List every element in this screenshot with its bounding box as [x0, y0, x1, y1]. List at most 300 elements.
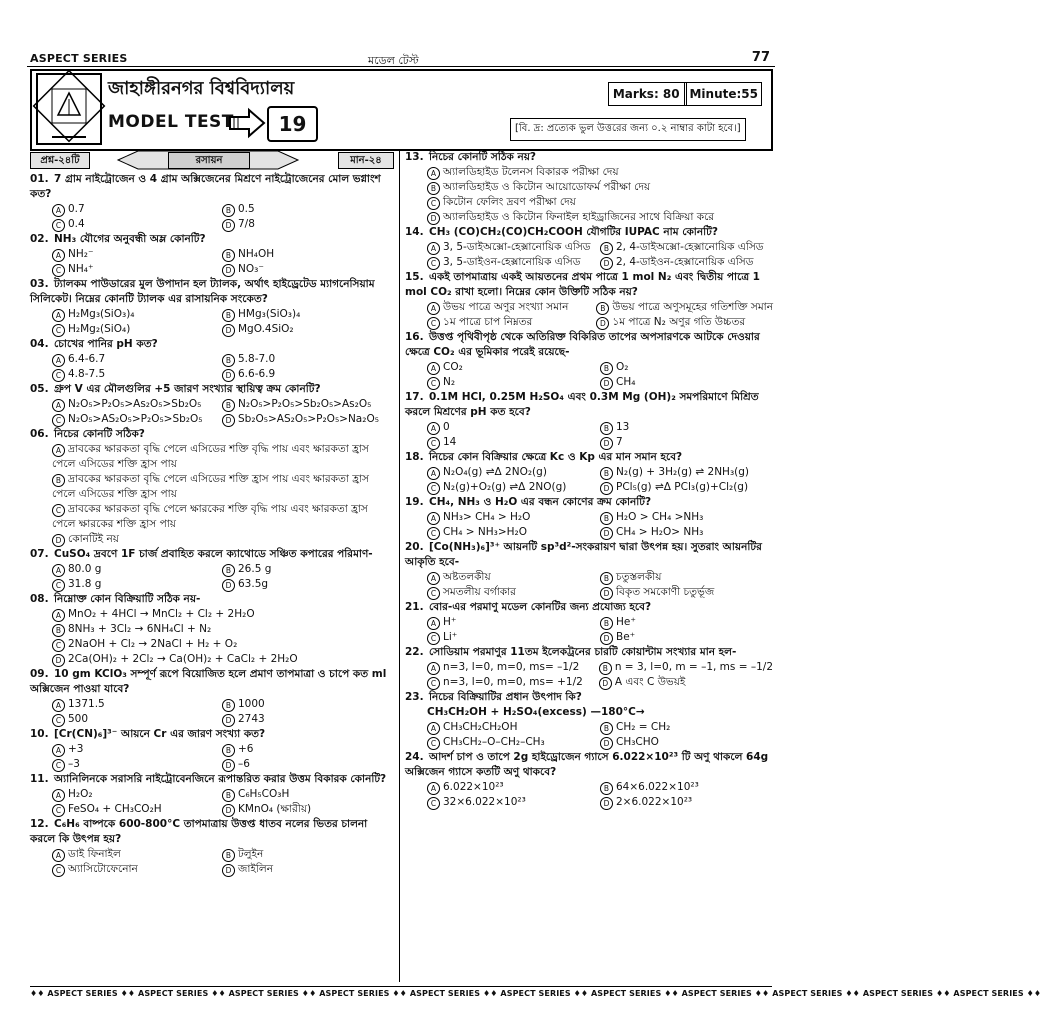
option-bubble-icon[interactable]: A — [52, 609, 65, 622]
option-a[interactable] — [427, 780, 600, 795]
option-text: MnO₂ + 4HCl → MnCl₂ + Cl₂ + 2H₂O — [68, 608, 255, 620]
option-a[interactable] — [52, 442, 392, 472]
option-d[interactable] — [222, 802, 392, 817]
option-bubble-icon[interactable]: C — [427, 482, 440, 495]
question-stem: আদর্শ চাপ ও তাপে 2g হাইড্রোজেন গ্যাসে 6.022×10²³ টি অণু থাকলে 64g অক্সিজেন গ্যাসে কতটি অণু থাকবে? — [405, 751, 769, 778]
option-bubble-icon[interactable]: A — [52, 849, 65, 862]
option-bubble-icon[interactable]: C — [427, 677, 440, 690]
option-d[interactable] — [600, 255, 773, 270]
question-stem: CH₃ (CO)CH₂(CO)CH₂COOH যৌগটির IUPAC নাম কোনটি? — [429, 226, 718, 238]
option-text: 4.8-7.5 — [68, 368, 106, 380]
option-bubble-icon[interactable]: D — [427, 212, 440, 225]
negative-marking-note: [বি. দ্র: প্রত্যেক ভুল উত্তরের জন্য ০.২ নাম্বার কাটা হবে।] — [510, 118, 746, 141]
option-b[interactable] — [427, 180, 773, 195]
option-b[interactable] — [222, 397, 392, 412]
option-b[interactable] — [222, 352, 392, 367]
option-bubble-icon[interactable]: B — [600, 362, 613, 375]
option-d[interactable] — [596, 315, 773, 330]
option-text: 8NH₃ + 3Cl₂ → 6NH₄Cl + N₂ — [68, 623, 212, 635]
option-text: 6.022×10²³ — [443, 781, 504, 793]
option-bubble-icon[interactable]: A — [52, 744, 65, 757]
option-bubble-icon[interactable]: A — [52, 354, 65, 367]
option-bubble-icon[interactable]: C — [52, 639, 65, 652]
option-a[interactable] — [52, 307, 222, 322]
option-text: CH₃CH₂CH₂OH — [443, 721, 518, 733]
option-d[interactable] — [600, 630, 773, 645]
question-number: 03. — [30, 278, 49, 290]
option-text: –3 — [68, 758, 80, 770]
question-text — [405, 270, 773, 300]
option-a[interactable] — [52, 352, 222, 367]
marks-label: Marks: 80 — [609, 83, 687, 105]
options-grid — [405, 570, 773, 600]
option-bubble-icon[interactable]: B — [52, 624, 65, 637]
option-bubble-icon[interactable]: A — [52, 204, 65, 217]
option-a[interactable] — [427, 660, 599, 675]
option-a[interactable] — [52, 697, 222, 712]
question-count-tag: প্রশ্ন-২৪টি — [30, 152, 90, 169]
option-bubble-icon[interactable]: B — [427, 182, 440, 195]
options-grid — [405, 465, 773, 495]
option-b[interactable] — [600, 780, 773, 795]
option-d[interactable] — [222, 862, 392, 877]
options-grid — [30, 607, 392, 667]
option-bubble-icon[interactable]: D — [600, 257, 613, 270]
option-c[interactable] — [427, 525, 600, 540]
option-bubble-icon[interactable]: B — [600, 782, 613, 795]
option-c[interactable] — [427, 480, 600, 495]
question-item — [30, 727, 392, 772]
option-text: 3, 5-ডাইওন-হেক্সানোয়িক এসিড — [443, 256, 581, 268]
option-text: অ্যাসিটোফেনোন — [68, 863, 138, 875]
option-text: PCl₅(g) ⇌Δ PCl₃(g)+Cl₂(g) — [616, 481, 749, 493]
option-text: 80.0 g — [68, 563, 102, 575]
question-stem: ট্যালকম পাউডারের মুল উপাদান হল ট্যালক, অর্থাৎ হাইড্রেটেড ম্যাগনেসিয়াম সিলিকেট। নিম্নের কোনটি ট্যালক এর রাসায়নিক সংকেত? — [30, 278, 375, 305]
option-b[interactable] — [596, 300, 773, 315]
option-bubble-icon[interactable]: D — [596, 317, 609, 330]
option-d[interactable] — [600, 375, 773, 390]
question-item — [405, 330, 773, 390]
option-d[interactable] — [222, 757, 392, 772]
option-bubble-icon[interactable]: D — [600, 632, 613, 645]
option-d[interactable] — [222, 217, 392, 232]
option-bubble-icon[interactable]: D — [600, 377, 613, 390]
option-bubble-icon[interactable]: B — [222, 564, 235, 577]
option-bubble-icon[interactable]: D — [222, 414, 235, 427]
option-bubble-icon[interactable]: D — [222, 864, 235, 877]
option-c[interactable] — [427, 315, 596, 330]
option-bubble-icon[interactable]: D — [600, 482, 613, 495]
option-b[interactable] — [600, 360, 773, 375]
option-bubble-icon[interactable]: C — [52, 264, 65, 277]
option-text: 14 — [443, 436, 457, 448]
question-item — [30, 667, 392, 727]
option-bubble-icon[interactable]: D — [222, 759, 235, 772]
option-bubble-icon[interactable]: A — [427, 242, 440, 255]
question-stem: সোডিয়াম পরমাণুর 11তম ইলেকট্রনের চারটি কোয়ান্টাম সংখ্যার মান হল- — [429, 646, 737, 658]
option-a[interactable] — [52, 202, 222, 217]
option-b[interactable] — [222, 562, 392, 577]
question-stem: বোর-এর পরমাণু মডেল কোনটির জন্য প্রযোজ্য হবে? — [429, 601, 652, 613]
option-d[interactable] — [222, 262, 392, 277]
option-bubble-icon[interactable]: D — [222, 264, 235, 277]
question-stem: 10 gm KClO₃ সম্পূর্ণ রূপে বিয়োজিত হলে প্রমাণ তাপমাত্রা ও চাপে কত ml অক্সিজেন পাওয়া যাবে? — [30, 668, 387, 695]
option-c[interactable] — [427, 630, 600, 645]
option-text: CH₄ > H₂O> NH₃ — [616, 526, 704, 538]
option-bubble-icon[interactable]: C — [427, 797, 440, 810]
option-bubble-icon[interactable]: B — [222, 744, 235, 757]
option-bubble-icon[interactable]: B — [600, 722, 613, 735]
option-b[interactable] — [600, 570, 773, 585]
option-text: N₂(g)+O₂(g) ⇌Δ 2NO(g) — [443, 481, 567, 493]
option-text: CH₃CH₂–O–CH₂–CH₃ — [443, 736, 545, 748]
option-bubble-icon[interactable]: D — [52, 654, 65, 667]
option-bubble-icon[interactable]: C — [52, 714, 65, 727]
option-bubble-icon[interactable]: C — [52, 219, 65, 232]
section-marks-tag: মান-২৪ — [338, 152, 394, 169]
question-item — [30, 592, 392, 667]
option-text: n=3, l=0, m=0, ms= –1/2 — [443, 661, 580, 673]
question-text — [405, 600, 773, 615]
option-bubble-icon[interactable]: B — [600, 617, 613, 630]
option-text: CH₂ = CH₂ — [616, 721, 671, 733]
option-bubble-icon[interactable]: C — [52, 324, 65, 337]
option-b[interactable] — [600, 465, 773, 480]
option-text: অ্যালডিহাইড ও কিটোন ফিনাইল হাইড্রাজিনের সাথে বিক্রিয়া করে — [443, 211, 715, 223]
question-number: 18. — [405, 451, 424, 463]
option-text: n=3, l=0, m=0, ms= +1/2 — [443, 676, 583, 688]
option-bubble-icon[interactable]: A — [427, 782, 440, 795]
option-a[interactable] — [52, 397, 222, 412]
option-a[interactable] — [52, 847, 222, 862]
option-text: H₂Mg₂(SiO₄) — [68, 323, 131, 335]
option-bubble-icon[interactable]: B — [222, 249, 235, 262]
question-text — [405, 450, 773, 465]
option-text: 2, 4-ডাইওন-হেক্সানোয়িক এসিড — [616, 256, 754, 268]
option-bubble-icon[interactable]: C — [52, 414, 65, 427]
option-a[interactable] — [427, 570, 600, 585]
option-a[interactable] — [52, 607, 392, 622]
option-c[interactable] — [52, 367, 222, 382]
option-c[interactable] — [52, 862, 222, 877]
question-stem: উত্তপ্ত পৃথিবীপৃষ্ঠ থেকে অতিরিক্ত বিকিরিত তাপের অপসারণকে আটকে দেওয়ার ক্ষেত্রে CO₂ এর ভূমিকার পরেই রয়েছে- — [405, 331, 760, 358]
option-a[interactable] — [52, 247, 222, 262]
option-bubble-icon[interactable]: C — [427, 377, 440, 390]
option-bubble-icon[interactable]: A — [427, 422, 440, 435]
option-text: N₂O₄(g) ⇌Δ 2NO₂(g) — [443, 466, 547, 478]
option-bubble-icon[interactable]: C — [52, 804, 65, 817]
option-b[interactable] — [222, 697, 392, 712]
option-bubble-icon[interactable]: A — [52, 444, 65, 457]
option-c[interactable] — [427, 255, 600, 270]
option-bubble-icon[interactable]: C — [427, 587, 440, 600]
option-bubble-icon[interactable]: C — [427, 437, 440, 450]
option-b[interactable] — [222, 742, 392, 757]
options-grid — [30, 442, 392, 547]
option-d[interactable] — [599, 675, 773, 690]
options-grid — [30, 247, 392, 277]
option-a[interactable] — [52, 787, 222, 802]
option-text: সমতলীয় বর্গাকার — [443, 586, 516, 598]
option-d[interactable] — [600, 795, 773, 810]
option-bubble-icon[interactable]: A — [427, 362, 440, 375]
option-d[interactable] — [222, 367, 392, 382]
question-text — [405, 690, 773, 705]
option-bubble-icon[interactable]: A — [52, 699, 65, 712]
question-number: 12. — [30, 818, 49, 830]
option-bubble-icon[interactable]: D — [600, 737, 613, 750]
option-a[interactable] — [427, 165, 773, 180]
option-c[interactable] — [427, 675, 599, 690]
option-text: 3, 5-ডাইঅক্সো-হেক্সানোয়িক এসিড — [443, 241, 591, 253]
option-bubble-icon[interactable]: D — [222, 324, 235, 337]
option-text: 63.5g — [238, 578, 269, 590]
option-text: 2743 — [238, 713, 265, 725]
option-a[interactable] — [427, 465, 600, 480]
option-c[interactable] — [52, 262, 222, 277]
question-item — [405, 150, 773, 225]
question-stem: [Cr(CN)₆]³⁻ আয়নে Cr এর জারণ সংখ্যা কত? — [54, 728, 266, 740]
option-bubble-icon[interactable]: D — [600, 437, 613, 450]
option-bubble-icon[interactable]: A — [427, 617, 440, 630]
option-bubble-icon[interactable]: B — [222, 204, 235, 217]
option-bubble-icon[interactable]: B — [600, 242, 613, 255]
option-a[interactable] — [52, 742, 222, 757]
question-stem: C₆H₆ বাষ্পকে 600-800°C তাপমাত্রায় উত্তপ্ত ধাতব নলের ভিতর চালনা করলে কি উৎপন্ন হয়? — [30, 818, 368, 845]
question-item — [405, 450, 773, 495]
option-a[interactable] — [427, 720, 600, 735]
option-c[interactable] — [52, 637, 392, 652]
option-a[interactable] — [427, 615, 600, 630]
option-d[interactable] — [600, 525, 773, 540]
option-b[interactable] — [52, 622, 392, 637]
option-bubble-icon[interactable]: D — [222, 804, 235, 817]
option-bubble-icon[interactable]: C — [52, 759, 65, 772]
option-text: CO₂ — [443, 361, 463, 373]
options-grid — [30, 397, 392, 427]
option-text: অষ্টতলকীয় — [443, 571, 491, 583]
option-bubble-icon[interactable]: C — [427, 737, 440, 750]
option-bubble-icon[interactable]: A — [52, 564, 65, 577]
option-bubble-icon[interactable]: D — [600, 587, 613, 600]
question-text — [30, 232, 392, 247]
option-d[interactable] — [427, 210, 773, 225]
question-stem: নিচের কোন বিক্রিয়ার ক্ষেত্রে Kc ও Kp এর মান সমান হবে? — [429, 451, 683, 463]
option-a[interactable] — [427, 360, 600, 375]
option-d[interactable] — [600, 585, 773, 600]
option-b[interactable] — [222, 202, 392, 217]
option-bubble-icon[interactable]: D — [52, 534, 65, 547]
option-d[interactable] — [222, 412, 392, 427]
question-number: 21. — [405, 601, 424, 613]
question-stem: [Co(NH₃)₆]³⁺ আয়নটি sp³d²-সংকরায়ণ দ্বারা উৎপন্ন হয়। সুতরাং আয়নটির আকৃতি হবে- — [405, 541, 762, 568]
option-bubble-icon[interactable]: C — [52, 864, 65, 877]
question-number: 01. — [30, 173, 49, 185]
option-bubble-icon[interactable]: A — [427, 467, 440, 480]
option-c[interactable] — [52, 577, 222, 592]
option-text: ১ম পাত্রে চাপ নিম্নতর — [443, 316, 533, 328]
question-number: 23. — [405, 691, 424, 703]
option-bubble-icon[interactable]: D — [222, 369, 235, 382]
option-bubble-icon[interactable]: C — [427, 197, 440, 210]
option-c[interactable] — [427, 795, 600, 810]
option-b[interactable] — [52, 472, 392, 502]
option-text: উভয় পাত্রে অণুসমূহের গতিশক্তি সমান — [612, 301, 773, 313]
model-test-label: MODEL TEST — [108, 112, 234, 132]
options-grid — [30, 787, 392, 817]
question-item — [30, 172, 392, 232]
option-b[interactable] — [222, 847, 392, 862]
option-text: N₂O₅>P₂O₅>Sb₂O₅>As₂O₅ — [238, 398, 372, 410]
option-b[interactable] — [222, 787, 392, 802]
option-bubble-icon[interactable]: B — [222, 354, 235, 367]
question-number: 20. — [405, 541, 424, 553]
option-text: দ্রাবকের ক্ষারকতা বৃদ্ধি পেলে এসিডের শক্তি বৃদ্ধি পায় এবং ক্ষারকতা হ্রাস পেলে এসিডের শক্তি হ্রাস পায় — [52, 443, 369, 470]
option-d[interactable] — [52, 532, 392, 547]
option-b[interactable] — [222, 247, 392, 262]
option-c[interactable] — [52, 757, 222, 772]
option-bubble-icon[interactable]: C — [52, 579, 65, 592]
option-b[interactable] — [600, 240, 773, 255]
option-c[interactable] — [52, 802, 222, 817]
option-d[interactable] — [600, 480, 773, 495]
option-b[interactable] — [600, 510, 773, 525]
option-bubble-icon[interactable]: A — [427, 167, 440, 180]
option-c[interactable] — [427, 435, 600, 450]
option-bubble-icon[interactable]: B — [222, 699, 235, 712]
option-bubble-icon[interactable]: B — [600, 422, 613, 435]
option-d[interactable] — [222, 712, 392, 727]
option-b[interactable] — [222, 307, 392, 322]
question-text — [30, 382, 392, 397]
question-item — [30, 547, 392, 592]
option-c[interactable] — [52, 502, 392, 532]
option-text: NO₃⁻ — [238, 263, 264, 275]
option-text: 13 — [616, 421, 630, 433]
question-item — [30, 277, 392, 337]
option-bubble-icon[interactable]: A — [52, 249, 65, 262]
question-item — [405, 225, 773, 270]
reaction-equation: CH₃CH₂OH + H₂SO₄(excess) —180°C→ — [427, 706, 645, 718]
option-c[interactable] — [427, 195, 773, 210]
option-bubble-icon[interactable]: D — [222, 219, 235, 232]
option-text: NH₂⁻ — [68, 248, 94, 260]
option-bubble-icon[interactable]: B — [222, 789, 235, 802]
option-bubble-icon[interactable]: A — [427, 572, 440, 585]
option-text: 7 — [616, 436, 623, 448]
question-stem: অ্যানিলিনকে সরাসরি নাইট্রোবেনজিনে রূপান্তরিত করার উত্তম বিকারক কোনটি? — [54, 773, 387, 785]
option-text: 0.4 — [68, 218, 85, 230]
option-bubble-icon[interactable]: A — [52, 399, 65, 412]
option-text: –6 — [238, 758, 250, 770]
option-a[interactable] — [427, 240, 600, 255]
question-stem: নিম্নোক্ত কোন বিক্রিয়াটি সঠিক নয়- — [54, 593, 201, 605]
option-d[interactable] — [222, 577, 392, 592]
option-a[interactable] — [427, 420, 600, 435]
option-a[interactable] — [52, 562, 222, 577]
question-text — [30, 337, 392, 352]
option-b[interactable] — [600, 720, 773, 735]
option-text: 0 — [443, 421, 450, 433]
option-text: H₂O > CH₄ >NH₃ — [616, 511, 704, 523]
option-bubble-icon[interactable]: A — [52, 309, 65, 322]
option-c[interactable] — [52, 322, 222, 337]
option-bubble-icon[interactable]: C — [427, 632, 440, 645]
option-bubble-icon[interactable]: D — [600, 527, 613, 540]
question-number: 07. — [30, 548, 49, 560]
option-bubble-icon[interactable]: A — [427, 662, 440, 675]
question-number: 15. — [405, 271, 424, 283]
option-a[interactable] — [427, 300, 596, 315]
option-bubble-icon[interactable]: D — [222, 579, 235, 592]
option-bubble-icon[interactable]: B — [599, 662, 612, 675]
right-question-list — [405, 150, 773, 810]
option-d[interactable] — [52, 652, 392, 667]
option-text: H₂Mg₃(SiO₃)₄ — [68, 308, 135, 320]
options-grid — [30, 847, 392, 877]
option-bubble-icon[interactable]: B — [52, 474, 65, 487]
option-bubble-icon[interactable]: C — [427, 527, 440, 540]
option-bubble-icon[interactable]: C — [427, 257, 440, 270]
option-b[interactable] — [600, 420, 773, 435]
header-rule — [27, 66, 775, 67]
option-c[interactable] — [52, 712, 222, 727]
option-bubble-icon[interactable]: B — [600, 467, 613, 480]
question-stem: একই তাপমাত্রায় একই আয়তনের প্রথম পাত্রে 1 mol N₂ এবং দ্বিতীয় পাত্রে 1 mol CO₂ রাখা হলো। নিম্নের কোন উক্তিটি সঠিক নয়? — [405, 271, 760, 298]
option-bubble-icon[interactable]: A — [427, 722, 440, 735]
option-bubble-icon[interactable]: A — [427, 302, 440, 315]
option-c[interactable] — [52, 412, 222, 427]
option-text: N₂O₅>P₂O₅>As₂O₅>Sb₂O₅ — [68, 398, 202, 410]
option-bubble-icon[interactable]: B — [600, 512, 613, 525]
option-bubble-icon[interactable]: B — [222, 309, 235, 322]
option-d[interactable] — [600, 435, 773, 450]
question-item — [405, 750, 773, 810]
option-c[interactable] — [427, 375, 600, 390]
option-c[interactable] — [427, 585, 600, 600]
option-d[interactable] — [600, 735, 773, 750]
option-b[interactable] — [600, 615, 773, 630]
option-c[interactable] — [427, 735, 600, 750]
option-bubble-icon[interactable]: C — [52, 504, 65, 517]
question-item — [405, 690, 773, 750]
question-number: 19. — [405, 496, 424, 508]
option-bubble-icon[interactable]: A — [427, 512, 440, 525]
options-grid — [405, 420, 773, 450]
option-d[interactable] — [222, 322, 392, 337]
option-bubble-icon[interactable]: B — [222, 849, 235, 862]
option-bubble-icon[interactable]: D — [599, 677, 612, 690]
option-bubble-icon[interactable]: B — [596, 302, 609, 315]
option-text: A এবং C উভয়ই — [614, 676, 686, 688]
option-bubble-icon[interactable]: D — [600, 797, 613, 810]
question-text — [405, 150, 773, 165]
option-text: 26.5 g — [238, 563, 272, 575]
option-bubble-icon[interactable]: C — [427, 317, 440, 330]
option-c[interactable] — [52, 217, 222, 232]
option-text: 500 — [68, 713, 89, 725]
option-bubble-icon[interactable]: D — [222, 714, 235, 727]
options-grid — [405, 780, 773, 810]
question-number: 11. — [30, 773, 49, 785]
option-b[interactable] — [599, 660, 773, 675]
option-bubble-icon[interactable]: A — [52, 789, 65, 802]
option-bubble-icon[interactable]: B — [222, 399, 235, 412]
option-text: H₂O₂ — [68, 788, 93, 800]
option-a[interactable] — [427, 510, 600, 525]
option-bubble-icon[interactable]: B — [600, 572, 613, 585]
option-bubble-icon[interactable]: C — [52, 369, 65, 382]
